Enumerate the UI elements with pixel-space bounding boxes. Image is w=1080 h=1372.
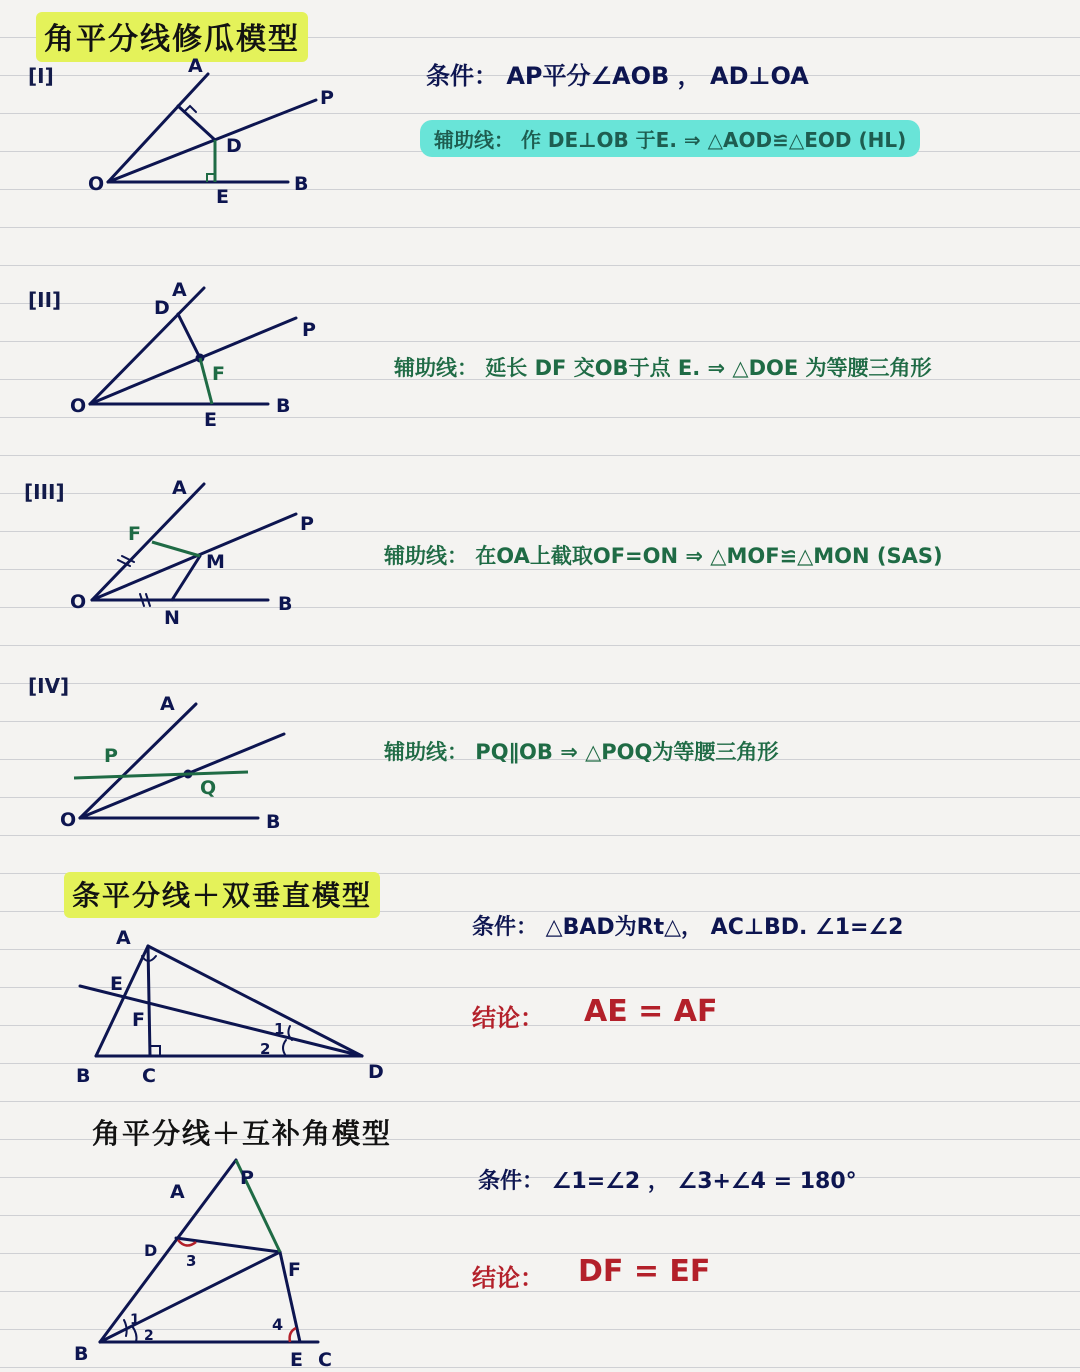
label-e: E	[216, 186, 229, 208]
label-m: M	[206, 551, 225, 573]
label-angle-2: 2	[144, 1328, 154, 1344]
label-e: E	[290, 1349, 303, 1371]
label-q: Q	[200, 777, 217, 799]
section-tag-3: [III]	[24, 480, 65, 504]
title-model-3: 角平分线＋互补角模型	[92, 1117, 393, 1150]
model2-condition: 条件： △BAD为Rt△， AC⊥BD. ∠1=∠2	[472, 915, 904, 940]
section-tag-1: [I]	[28, 64, 54, 88]
label-p: P	[300, 513, 314, 535]
label-b: B	[278, 593, 293, 615]
label-d: D	[226, 135, 242, 157]
label-e: E	[110, 973, 123, 995]
label-c: C	[318, 1349, 332, 1371]
section-tag-2: [II]	[28, 288, 62, 312]
section-tag-4: [IV]	[28, 674, 70, 698]
ray-bp	[100, 1160, 236, 1342]
label-angle-3: 3	[186, 1252, 197, 1270]
label-f: F	[132, 1009, 145, 1031]
label-a: A	[116, 927, 131, 949]
label-b: B	[76, 1065, 91, 1087]
label-angle-2: 2	[260, 1040, 271, 1058]
model3-conclusion-label: 结论：	[472, 1264, 544, 1292]
label-d: D	[144, 1241, 158, 1260]
label-a: A	[172, 279, 187, 301]
label-o: O	[60, 809, 77, 831]
label-a: A	[160, 693, 175, 715]
label-angle-4: 4	[272, 1315, 284, 1334]
angle-4-arc	[290, 1328, 296, 1342]
aux-line-3: 辅助线： 在OA上截取OF=ON ⇒ △MOF≌△MON (SAS)	[384, 544, 943, 568]
label-angle-1: 1	[274, 1020, 285, 1038]
label-a: A	[170, 1181, 185, 1203]
label-a: A	[172, 477, 187, 499]
label-p: P	[302, 319, 316, 341]
label-b: B	[294, 173, 309, 195]
label-o: O	[70, 591, 87, 613]
label-d: D	[368, 1061, 384, 1083]
model2-conclusion: AE = AF	[584, 994, 718, 1029]
label-f: F	[288, 1259, 301, 1281]
title-model-2: 条平分线＋双垂直模型	[64, 872, 380, 918]
model3-conclusion: DF = EF	[578, 1254, 711, 1289]
figure-6-diagram	[0, 0, 420, 1372]
aux-line-4: 辅助线： PQ∥OB ⇒ △POQ为等腰三角形	[384, 740, 779, 764]
label-e: E	[204, 409, 217, 431]
label-b: B	[266, 811, 281, 833]
label-b: B	[74, 1343, 89, 1365]
title-model-1: 角平分线修瓜模型	[36, 12, 308, 62]
label-c: C	[142, 1065, 156, 1087]
model2-conclusion-label: 结论：	[472, 1004, 544, 1032]
model3-condition: 条件： ∠1=∠2 ， ∠3+∠4 = 180°	[478, 1169, 857, 1194]
label-p: P	[104, 745, 118, 767]
angle-2-arc	[132, 1326, 137, 1342]
label-n: N	[164, 607, 180, 629]
label-a: A	[188, 55, 203, 77]
label-o: O	[70, 395, 87, 417]
aux-line-1: 辅助线： 作 DE⊥OB 于E. ⇒ △AOD≌△EOD (HL)	[420, 120, 920, 157]
label-p: P	[240, 1167, 254, 1189]
label-angle-1: 1	[130, 1312, 140, 1328]
label-b: B	[276, 395, 291, 417]
condition-1: 条件： AP平分∠AOB ， AD⊥OA	[426, 62, 809, 90]
aux-line-2: 辅助线： 延长 DF 交OB于点 E. ⇒ △DOE 为等腰三角形	[394, 356, 932, 380]
label-f: F	[128, 523, 141, 545]
label-f: F	[212, 363, 225, 385]
label-p: P	[320, 87, 334, 109]
label-d: D	[154, 297, 170, 319]
label-o: O	[88, 173, 105, 195]
